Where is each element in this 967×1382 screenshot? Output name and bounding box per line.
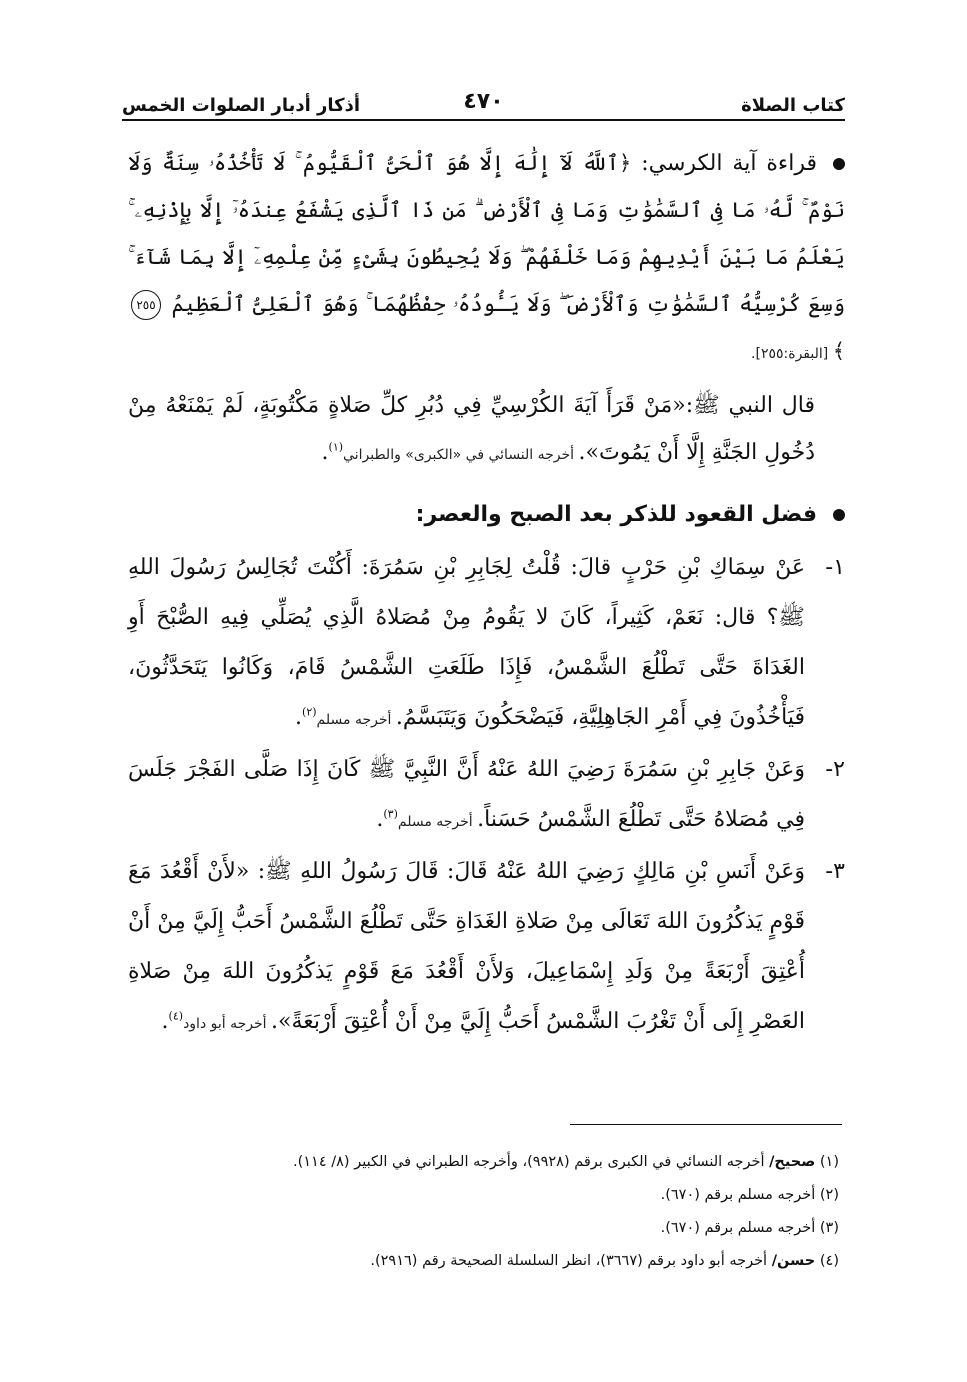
footnote-marker: (١) [328, 440, 344, 454]
hadith-item [128, 543, 845, 745]
item-source: أخرجه مسلم [316, 712, 396, 728]
bullet-icon [833, 158, 845, 170]
page-number: ٤٧٠ [463, 89, 504, 114]
footnote-2 [122, 1179, 839, 1212]
footnote-label: (٤) [815, 1253, 839, 1269]
section-title-text: فضل القعود للذكر بعد الصبح والعصر: [415, 502, 817, 527]
item-number: ٢- [825, 757, 845, 782]
item-text-block [128, 745, 805, 847]
hadith-kursi-paragraph [128, 382, 845, 479]
footnote-text: أخرجه مسلم برقم (٦٧٠). [660, 1220, 816, 1236]
footnote-marker: (٤) [168, 1009, 184, 1023]
section-running-title: أذكار أدبار الصلوات الخمس [122, 95, 361, 116]
section-title [128, 491, 845, 539]
item-number: ٣- [825, 859, 845, 884]
footnote-text: أخرجه النسائي في الكبرى برقم (٩٩٢٨)، وأخرجه الطبراني في الكبير (٨/ ١١٤). [292, 1154, 770, 1170]
hadith-item [128, 745, 845, 847]
footnote-label: (٢) [815, 1187, 839, 1203]
footnote-marker: (٣) [383, 807, 398, 821]
chapter-title: كتاب الصلاة [741, 95, 845, 116]
item-text: وَعَنْ جَابِرِ بْنِ سَمُرَةَ رَضِيَ اللهُ عَنْهُ أَنَّ النَّبِيَّ ﷺ كَانَ إِذَا صَلَّى الفَجْرَ جَلَسَ فِي مُصَلاهُ حَتَّى تَطْلُعَ الشَّمْسُ حَسَناً. [128, 757, 805, 832]
page-header [122, 82, 845, 116]
item-end: . [376, 807, 384, 832]
ayat-kursi-intro: قراءة آية الكرسي: [631, 151, 817, 176]
footnote-marker: (٢) [302, 705, 317, 719]
item-text: عَنْ سِمَاكِ بْنِ حَرْبٍ قالَ: قُلْتُ لِجَابِرِ بْنِ سَمُرَةَ: أَكُنْتَ تُجَالِسُ رَسُولَ اللهِ ﷺ؟ قال: نَعَمْ، كَثِيراً، كَانَ لا يَقُومُ مِنْ مُصَلاهُ الَّذِي يُصَلِّي فِيهِ الصُّبْحَ أَوِ الغَدَاةَ حَتَّى تَطْلُعَ الشَّمْسُ، فَإِذَا طَلَعَتِ الشَّمْسُ قَامَ، وَكَانُوا يَتَحَدَّثُونَ، فَيَأْخُذُونَ فِي أَمْرِ الجَاهِلِيَّةِ، فَيَضْحَكُونَ وَيَتَبَسَّمُ. [128, 555, 805, 730]
footnote-text: أخرجه مسلم برقم (٦٧٠). [660, 1187, 816, 1203]
quran-verse-close: ﴾ [832, 339, 845, 363]
footnotes [122, 1146, 839, 1278]
item-text-block [128, 847, 805, 1049]
hadith-kursi-text: قال النبي ﷺ:«مَنْ قَرَأَ آيَةَ الكُرْسِيِّ فِي دُبُرِ كلِّ صَلاةٍ مَكْتُوبَةٍ، لَمْ يَمْنَعْهُ مِنْ دُخُولِ الجَنَّةِ إِلَّا أَنْ يَمُوتَ». [128, 393, 815, 465]
hadith-item [128, 847, 845, 1049]
footnote-3 [122, 1212, 839, 1245]
footnote-rule [570, 1124, 842, 1125]
item-source: أخرجه أبو داود [183, 1016, 271, 1032]
main-content [128, 140, 845, 1049]
hadith-kursi-source: أخرجه النسائي في «الكبرى» والطبراني [343, 447, 579, 463]
footnote-label: (١) [815, 1154, 839, 1170]
item-text-block [128, 543, 805, 745]
verse-reference: [البقرة:٢٥٥]. [751, 346, 833, 362]
item-source: أخرجه مسلم [397, 814, 478, 830]
item-text: وَعَنْ أَنَسِ بْنِ مَالِكٍ رَضِيَ اللهُ عَنْهُ قَالَ: قَالَ رَسُولُ اللهِ ﷺ: «لأَنْ أَقْعُدَ مَعَ قَوْمٍ يَذكُرُونَ اللهَ تَعَالَى مِنْ صَلاةِ الغَدَاةِ حَتَّى تَطْلُعَ الشَّمْسُ أَحَبُّ إِلَيَّ مِنْ أَنْ أُعْتِقَ أَرْبَعَةً مِنْ وَلَدِ إِسْمَاعِيلَ، وَلأَنْ أَقْعُدَ مَعَ قَوْمٍ يَذكُرُونَ اللهَ مِنْ صَلاةِ العَصْرِ إِلَى أَنْ تَغْرُبَ الشَّمْسُ أَحَبُّ إِلَيَّ مِنْ أَنْ أُعْتِقَ أَرْبَعَةً». [128, 859, 805, 1034]
footnote-text: أخرجه أبو داود برقم (٣٦٦٧)، انظر السلسلة الصحيحة رقم (٢٩١٦). [370, 1253, 772, 1269]
quran-verse: ﴿ٱللَّهُ لَآ إِلَٰهَ إِلَّا هُوَ ٱلْحَىُّ ٱلْقَيُّومُ ۚ لَا تَأْخُذُهُۥ سِنَةٌ وَلَا نَوْمٌ ۚ لَّهُۥ مَا فِى ٱلسَّمَٰوَٰتِ وَمَا فِى ٱلْأَرْضِ ۗ مَن ذَا ٱلَّذِى يَشْفَعُ عِندَهُۥٓ إِلَّا بِإِذْنِهِۦ ۚ يَعْلَمُ مَا بَيْنَ أَيْدِيهِمْ وَمَا خَلْفَهُمْ ۖ وَلَا يُحِيطُونَ بِشَىْءٍ مِّنْ عِلْمِهِۦٓ إِلَّا بِمَا شَآءَ ۚ وَسِعَ كُرْسِيُّهُ ٱلسَّمَٰوَٰتِ وَٱلْأَرْضَ ۖ وَلَا يَـُٔودُهُۥ حِفْظُهُمَا ۚ وَهُوَ ٱلْعَلِىُّ ٱلْعَظِيمُ [128, 151, 845, 316]
footnote-1 [122, 1146, 839, 1179]
footnote-grade: صحيح/ [769, 1154, 816, 1170]
item-end: . [295, 705, 303, 730]
ayat-kursi-paragraph [128, 140, 845, 378]
ayah-number-icon: ٢٥٥ [131, 290, 161, 320]
bullet-icon [833, 509, 845, 521]
item-number: ١- [825, 555, 845, 580]
footnote-grade: حسن/ [771, 1253, 816, 1269]
footnote-label: (٣) [815, 1220, 839, 1236]
hadith-kursi-end: . [321, 440, 329, 465]
header-rule [122, 119, 845, 121]
item-end: . [161, 1009, 169, 1034]
footnote-4 [122, 1245, 839, 1278]
